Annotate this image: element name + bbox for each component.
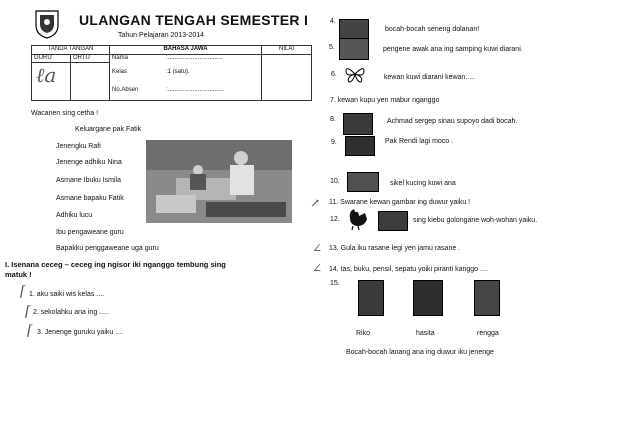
num-8: 8. [330,116,336,123]
rooster-icon [345,207,369,231]
num-12: 12. [330,216,340,223]
guru-signature[interactable] [32,63,71,101]
check-mark: ∠ [312,261,323,275]
butterfly-icon [344,65,366,83]
story-line: Ibu pengaweane guru [56,229,124,236]
nama-field[interactable]: :................................. [164,55,262,63]
story-title: Keluargane pak Fatik [75,126,142,133]
identity-table [31,45,312,101]
story-line: Adhiku lucu [56,212,93,219]
subject-header: BAHASA JAWA [110,46,262,55]
page-title: ULANGAN TENGAH SEMESTER I [79,12,309,28]
boy-photo-rengga [474,280,500,316]
question-5: pengene awak ana ing samping kuwi diarani. [383,46,523,53]
question-12: sing kiebu golongane woh-wohan yaiku. [413,217,538,224]
reading-instruction: Wacanen sing cetha ! [31,110,99,117]
absen-label: No.Absen [110,83,165,101]
boy-photo-hasita [413,280,443,316]
man-reading-photo [345,136,375,156]
num-4: 4. [330,18,336,25]
nilai-field[interactable] [262,55,312,101]
name-riko: Riko [356,330,371,337]
check-mark: ⌈ [27,323,33,339]
story-line: Jenenge adhiku Nina [56,159,122,166]
num-6: 6. [331,71,337,78]
cat-photo [347,172,379,192]
check-mark: ⌈ [20,284,26,300]
name-hasita: hasita [416,330,435,337]
question-10: sikel kucing kuwi ana [390,180,456,187]
family-photo [146,140,292,223]
question-13: 13. Gula iku rasane legi yen jamu rasane . [329,245,461,252]
fruit-photo [378,211,408,231]
school-logo [33,9,61,39]
absen-field[interactable]: :.................................. [164,83,262,101]
question-15: Bocah-bocah lanang ana ing duwur iku jenenge [346,349,494,356]
check-mark: ∠ [312,241,323,255]
nilai-header: NILAI [262,46,312,55]
num-15: 15. [330,280,340,287]
question-11: 11. Swarane kewan gambar ing duwur yaiku ! [329,199,471,206]
num-10: 10. [330,178,340,185]
question-6: kewan kuwi diarani kewan..... [384,74,476,81]
question-9: Pak Rendi lagi moco . [385,138,454,145]
boy-photo-riko [358,280,384,316]
question-3: 3. Jenenge guruku yaiku .... [37,329,123,336]
nama-label: Nama [110,55,165,63]
kelas-label: Kelas [110,63,165,83]
check-mark: ⌈ [25,304,31,320]
ear-photo [339,38,369,60]
section1-heading: I. Isenana ceceg – ceceg ing ngisor iki nganggo tembung sing [5,260,226,269]
tanda-tangan-header: TANDA TANGAN [32,46,110,55]
num-9: 9. [331,139,337,146]
check-mark: ↗ [310,196,321,210]
ortu-header: ORTU [71,55,110,63]
num-5: 5. [329,44,335,51]
story-line: Bapakku penggaweane uga guru [56,245,159,252]
guru-header: GURU [32,55,71,63]
story-line: Asmane Ibuku Ismila [56,177,121,184]
question-8: Achmad sergep sinau supoyo dadi bocah. [387,118,518,125]
school-year: Tahun Pelajaran 2013-2014 [118,32,205,39]
story-line: Asmane bapaku Fatik [56,195,124,202]
question-4: bocah-bocah seneng dolanan! [385,26,480,33]
ortu-signature[interactable] [71,63,110,101]
name-rengga: rengga [477,330,499,337]
question-14: 14. tas, buku, pensil, sepatu yoiki piranti kanggo .... [329,266,488,273]
signature-mark: ℓa [36,63,57,87]
question-1: 1. aku saiki wis kelas .... [29,291,105,298]
question-2: 2. sekolahku ana ing ..... [33,309,109,316]
kelas-field[interactable]: :1 (satu). [164,63,262,83]
question-7: 7. kewan kupu yen mabur nganggo [330,97,440,104]
student-reading-photo [343,113,373,135]
story-line: Jenengku Rafi [56,143,101,150]
section1-heading-cont: matuk ! [5,270,32,279]
